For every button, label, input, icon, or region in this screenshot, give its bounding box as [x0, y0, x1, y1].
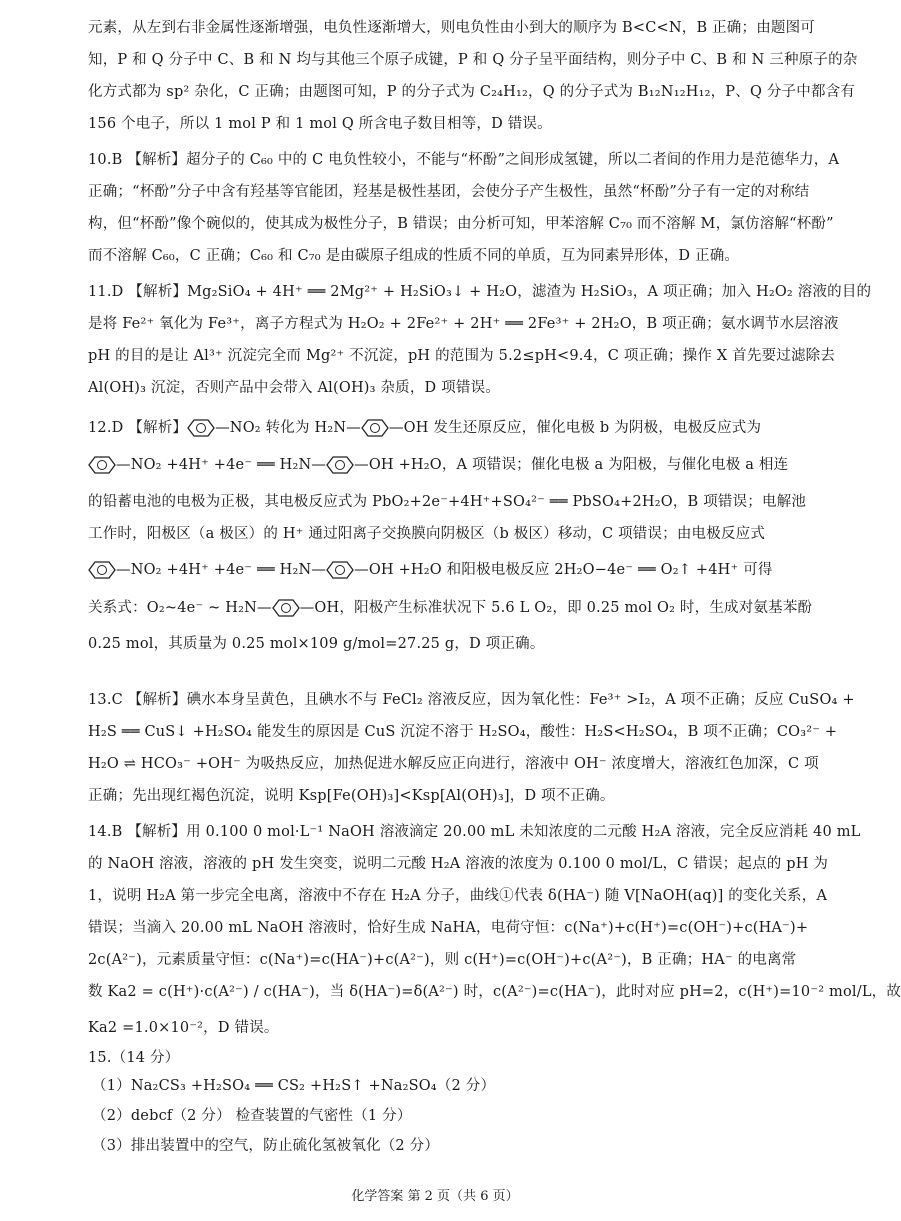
text-line: 数 Ka2 = c(H⁺)·c(A²⁻) / c(HA⁻)，当 δ(HA⁻)=δ(A²⁻) 时，c(A²⁻)=c(HA⁻)，此时对应 pH=2，c(H⁺)=10⁻² mol/L，故	[88, 984, 901, 1000]
q12-line-2	[88, 455, 810, 475]
text-line: 正确；先出现红褐色沉淀，说明 Ksp[Fe(OH)₃]<Ksp[Al(OH)₃]，D 项不正确。	[88, 788, 615, 804]
q15-item-1: （1）Na₂CS₃ +H₂SO₄ ══ CS₂ +H₂S↑ +Na₂SO₄（2 分）	[92, 1078, 496, 1094]
benzene-ring-icon	[187, 418, 215, 438]
q12-text: 关系式：O₂~4e⁻ ~ H₂N—	[88, 600, 272, 616]
q15-item-2: （2）debcf（2 分） 检查装置的气密性（1 分）	[92, 1108, 412, 1124]
q12-line-3: 的铅蓄电池的电极为正极，其电极反应式为 PbO₂+2e⁻+4H⁺+SO₄²⁻ ══ PbSO₄+2H₂O，B 项错误；电解池	[88, 494, 807, 510]
q15-item-3: （3）排出装置中的空气，防止硫化氢被氧化（2 分）	[92, 1138, 440, 1154]
text-line: H₂S ══ CuS↓ +H₂SO₄ 能发生的原因是 CuS 沉淀不溶于 H₂SO₄，酸性：H₂S<H₂SO₄，B 项不正确；CO₃²⁻ +	[88, 724, 838, 740]
benzene-ring-icon	[361, 418, 389, 438]
q12-text: —NO₂ +4H⁺ +4e⁻ ══ H₂N—	[116, 457, 327, 473]
text-line: H₂O ⇌ HCO₃⁻ +OH⁻ 为吸热反应，加热促进水解反应正向进行，溶液中 OH⁻ 浓度增大，溶液红色加深，C 项	[88, 756, 819, 772]
q12-line-5	[88, 560, 810, 580]
q12-line-7: 0.25 mol，其质量为 0.25 mol×109 g/mol=27.25 g，D 项正确。	[88, 636, 545, 652]
q12-text: —OH 发生还原反应，催化电极 b 为阴极，电极反应式为	[388, 420, 762, 436]
q12-line-4: 工作时，阳极区（a 极区）的 H⁺ 通过阳离子交换膜向阴极区（b 极区）移动，C 项错误；由电极反应式	[88, 526, 766, 542]
text-line: 错误；当滴入 20.00 mL NaOH 溶液时，恰好生成 NaHA，电荷守恒：c(Na⁺)+c(H⁺)=c(OH⁻)+c(HA⁻)+	[88, 920, 809, 936]
text-line: 知，P 和 Q 分子中 C、B 和 N 均与其他三个原子成键，P 和 Q 分子呈平面结构，则分子中 C、B 和 N 三种原子的杂	[88, 52, 858, 68]
text-line: Ka2 =1.0×10⁻²，D 错误。	[88, 1020, 279, 1036]
benzene-ring-icon	[88, 455, 116, 475]
text-line: 构，但“杯酚”像个碗似的，使其成为极性分子，B 错误；由分析可知，甲苯溶解 C₇₀ 而不溶解 M，氯仿溶解“杯酚”	[88, 216, 834, 232]
q10-line: 10.B 【解析】超分子的 C₆₀ 中的 C 电负性较小，不能与“杯酚”之间形成氢键，所以二者间的作用力是范德华力，A	[88, 152, 840, 168]
q12-line-1	[88, 418, 810, 438]
text-line: 156 个电子，所以 1 mol P 和 1 mol Q 所含电子数目相等，D 错误。	[88, 116, 552, 132]
q12-text: —NO₂ +4H⁺ +4e⁻ ══ H₂N—	[116, 562, 327, 578]
text-line: 是将 Fe²⁺ 氧化为 Fe³⁺，离子方程式为 H₂O₂ + 2Fe²⁺ + 2H⁺ ══ 2Fe³⁺ + 2H₂O，B 项正确；氨水调节水层溶液	[88, 316, 839, 332]
q12-text: —OH +H₂O 和阳极电极反应 2H₂O−4e⁻ ══ O₂↑ +4H⁺ 可得	[354, 562, 773, 578]
q11-line: 11.D 【解析】Mg₂SiO₄ + 4H⁺ ══ 2Mg²⁺ + H₂SiO₃↓ + H₂O，滤渣为 H₂SiO₃，A 项正确；加入 H₂O₂ 溶液的目的	[88, 284, 872, 300]
q12-text: —OH，阳极产生标准状况下 5.6 L O₂，即 0.25 mol O₂ 时，生成对氨基苯酚	[299, 600, 813, 616]
q12-text: —NO₂ 转化为 H₂N—	[215, 420, 361, 436]
benzene-ring-icon	[272, 598, 300, 618]
benzene-ring-icon	[326, 560, 354, 580]
text-line: 元素，从左到右非金属性逐渐增强，电负性逐渐增大，则电负性由小到大的顺序为 B<C<N，B 正确；由题图可	[88, 20, 816, 36]
text-line: 正确；“杯酚”分子中含有羟基等官能团，羟基是极性基团，会使分子产生极性，虽然“杯酚”分子有一定的对称结	[88, 184, 810, 200]
benzene-ring-icon	[326, 455, 354, 475]
text-line: 的 NaOH 溶液，溶液的 pH 发生突变，说明二元酸 H₂A 溶液的浓度为 0.100 0 mol/L，C 错误；起点的 pH 为	[88, 856, 829, 872]
q12-label: 12.D 【解析】	[88, 420, 188, 436]
q12-text: —OH +H₂O，A 项错误；催化电极 a 为阳极，与催化电极 a 相连	[354, 457, 789, 473]
q12-line-6	[88, 598, 813, 618]
text-line: 化方式都为 sp² 杂化，C 正确；由题图可知，P 的分子式为 C₂₄H₁₂，Q 的分子式为 B₁₂N₁₂H₁₂，P、Q 分子中都含有	[88, 84, 856, 100]
text-line: 2c(A²⁻)，元素质量守恒：c(Na⁺)=c(HA⁻)+c(A²⁻)，则 c(H⁺)=c(OH⁻)+c(A²⁻)，B 正确；HA⁻ 的电离常	[88, 952, 797, 968]
page-footer: 化学答案 第 2 页（共 6 页）	[351, 1189, 519, 1204]
text-line: pH 的目的是让 Al³⁺ 沉淀完全而 Mg²⁺ 不沉淀，pH 的范围为 5.2≤pH<9.4，C 项正确；操作 X 首先要过滤除去	[88, 348, 836, 364]
q15-heading: 15.（14 分）	[88, 1050, 180, 1066]
benzene-ring-icon	[88, 560, 116, 580]
q13-line: 13.C 【解析】碘水本身呈黄色，且碘水不与 FeCl₂ 溶液反应，因为氧化性：Fe³⁺ >I₂，A 项不正确；反应 CuSO₄ +	[88, 692, 855, 708]
text-line: 而不溶解 C₆₀，C 正确；C₆₀ 和 C₇₀ 是由碳原子组成的性质不同的单质，互为同素异形体，D 正确。	[88, 248, 740, 264]
q14-line: 14.B 【解析】用 0.100 0 mol·L⁻¹ NaOH 溶液滴定 20.00 mL 未知浓度的二元酸 H₂A 溶液，完全反应消耗 40 mL	[88, 824, 861, 840]
text-line: Al(OH)₃ 沉淀，否则产品中会带入 Al(OH)₃ 杂质，D 项错误。	[88, 380, 500, 396]
text-line: 1，说明 H₂A 第一步完全电离，溶液中不存在 H₂A 分子，曲线①代表 δ(HA⁻) 随 V[NaOH(aq)] 的变化关系，A	[88, 888, 828, 904]
